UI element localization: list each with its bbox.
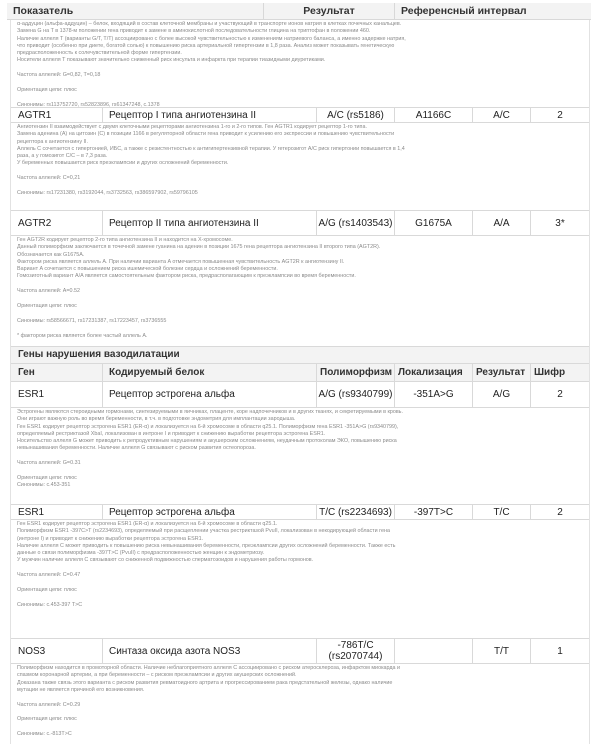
- header-result: Результат: [264, 3, 395, 19]
- description-line: рецептора к ангиотензину II.: [17, 138, 89, 145]
- gene-description: [11, 20, 589, 107]
- description-line: Фактором риска является аллель A. При наличии варианта A отмечается повышенная чувствительность AGT2R к ангиотензину II.: [17, 258, 345, 265]
- description-line: данные о связи полиморфизма -397T>C (PvuII) с предрасположенностью женщин к эндометриозу.: [17, 550, 265, 557]
- result: A/G: [473, 382, 531, 407]
- polymorphism: A/G (rs1403543): [317, 211, 395, 235]
- column-header-result: Результат: [473, 364, 531, 381]
- allele-frequency: Частота аллелей: G=0,82, T=0,18: [17, 72, 101, 79]
- section-title: Гены нарушения вазодилатации: [11, 346, 589, 363]
- synonyms: Синонимы: c.-813T>C: [17, 731, 72, 738]
- gene-description: [11, 123, 589, 210]
- strand-orientation: Ориентация цепи: плюс: [17, 587, 77, 594]
- gene-name: ESR1: [11, 382, 103, 407]
- allele-frequency: Частота аллелей: C=0.47: [17, 572, 81, 579]
- synonyms: Синонимы: rs58566671, rs17231387, rs17223457, rs3736555: [17, 317, 167, 324]
- description-line: предрасположенность к солечувствительной форме гипертензии.: [17, 50, 182, 57]
- protein-name: Рецептор II типа ангиотензина II: [103, 211, 317, 235]
- gene-name: AGTR2: [11, 211, 103, 235]
- protein-name: Рецептор эстрогена альфа: [103, 505, 317, 519]
- description-line: невынашивания беременности. Наличие аллеля G связывают с риском развития остеопороза.: [17, 445, 256, 452]
- localization: G1675A: [395, 211, 473, 235]
- code: 2: [557, 506, 563, 518]
- description-line: Замена G на T в 1378-м положении гена приводит к замене в аминокислотной последовательности глицина на триптофан в положении 460.: [17, 28, 371, 35]
- description-line: Они играют важную роль во время беременности, в т.ч. в подготовке эндометрия для имплантации зародыша.: [17, 416, 296, 423]
- protein-name: Рецептор эстрогена альфа: [103, 382, 317, 407]
- synonyms: Синонимы: rs17231380, rs3192044, rs3732563, rs386597902, rs59796105: [17, 190, 198, 197]
- description-line: (интроне I) и приводит к снижению выработки рецептора эстрогена ESR1.: [17, 535, 204, 542]
- description-line: Гомозиготный вариант A/A является самостоятельным фактором риска, предрасполагающим к преэклампсии во время беременности.: [17, 273, 356, 280]
- polymorphism: T/C (rs2234693): [317, 505, 395, 519]
- column-header-polymorphism: Полиморфизм: [317, 364, 395, 381]
- protein-name: Рецептор I типа ангиотензина II: [103, 108, 317, 122]
- column-header-gene: Ген: [11, 364, 103, 381]
- description-line: Полиморфизм находится в промоторной области. Наличие неблагоприятного аллеля C ассоциировано с риском атеросклероза, инфарктом миокарда и: [17, 665, 401, 671]
- footnote: * фактором риска является более частый аллель A.: [17, 332, 148, 339]
- gene-description: [11, 408, 589, 504]
- localization: -351A>G: [395, 382, 473, 407]
- gene-name: ESR1: [11, 505, 103, 519]
- code: 2: [557, 109, 563, 121]
- description-line: Носительство аллеля G может приводить к репродуктивным нарушениям и акушерским осложнениям, неудачным протоколам ЭКО, повышению риска: [17, 438, 397, 445]
- gene-description: [11, 664, 589, 744]
- allele-frequency: Частота аллелей: C=0.29: [17, 701, 81, 708]
- polymorphism: A/G (rs9340799): [317, 382, 395, 407]
- description-line: Вариант A сочетается с повышением риска ишемической болезни сердца и осложнений беременности.: [17, 266, 278, 273]
- gene-row: [11, 638, 589, 664]
- gene-name: AGTR1: [11, 108, 103, 122]
- result: T/T: [473, 639, 531, 663]
- allele-frequency: Частота аллелей: A=0.52: [17, 288, 80, 295]
- polymorphism: A/C (rs5186): [317, 108, 395, 122]
- description-line: Замена аденина (A) на цитозин (C) в позиции 1166 в регуляторной области гена приводит к усилению его экспрессии и повышению чувствительности: [17, 131, 395, 138]
- description-line: Эстрогены являются стероидными гормонами, синтезируемыми в яичниках, плаценте, коре надпочечников и в других тканях, и секретируемыми в кровь.: [17, 409, 403, 415]
- strand-orientation: Ориентация цепи: плюс: [17, 303, 77, 310]
- description-line: Обозначается как G1675A.: [17, 251, 85, 258]
- description-line: Ген ESR1 кодирует рецептор эстрогена ESR1 (ER-α) и локализуется на 6-й хромосоме в области q25.1.: [17, 521, 278, 527]
- description-line: У беременных повышается риск преэклампсии и других осложнений беременности.: [17, 160, 229, 167]
- description-line: Носители аллеля T показывают значительно сниженный риск инсульта и инфаркта при терапии тиазидными диуретиками.: [17, 57, 326, 64]
- result: A/A: [473, 211, 531, 235]
- strand-orientation: Ориентация цепи: плюс: [17, 475, 77, 482]
- description-line: α-аддуцин (альфа-аддуцин) – белок, входящий в состав клеточной мембраны и участвующий в транспорте ионов натрия в клетках почечных канальцев.: [17, 21, 402, 27]
- column-header-localization: Локализация: [395, 364, 473, 381]
- localization: -397T>C: [395, 505, 473, 519]
- description-line: Ангиотензин II взаимодействует с двумя клеточными рецепторами ангиотензина 1-го и 2-го типов. Ген AGTR1 кодирует рецептор 1-го типа.: [17, 124, 367, 130]
- gene-row: [11, 504, 589, 520]
- code: 2: [557, 389, 563, 400]
- gene-name: NOS3: [11, 639, 103, 663]
- strand-orientation: Ориентация цепи: плюс: [17, 716, 77, 723]
- description-line: Ген ESR1 кодирует рецептор эстрогена ESR1 (ER-α) и локализуется на 6-й хромосоме в области q25.1. Полиморфизм гена ESR1 -351A>G (rs9340799),: [17, 423, 399, 430]
- polymorphism: -786T/C (rs2070744): [317, 639, 395, 663]
- synonyms: Синонимы: c.453-397 T>C: [17, 601, 83, 608]
- description-line: У мужчин наличие аллеля C связывают со сниженной подвижностью сперматозоидов и нарушения работы гормонов.: [17, 557, 314, 564]
- strand-orientation: Ориентация цепи: плюс: [17, 87, 77, 94]
- synonyms: Синонимы: c.453-351: [17, 482, 71, 489]
- description-line: спазмом коронарной артерии, а при беременности – с риском преэклампсии и других акушерских осложнений.: [17, 672, 297, 679]
- description-line: Доказана также связь этого варианта с риском развития ревматоидного артрита и прогрессированием рака предстательной железы, однако наличие: [17, 679, 393, 686]
- gene-row: [11, 107, 589, 123]
- description-line: что приводит (особенно при диете, богатой солью) к повышению риска артериальной гипертензии в 1,8 раза. Анализ может показывать генетическую: [17, 42, 395, 49]
- description-line: раза, а у гомозигот C/C – в 7,3 раза.: [17, 153, 108, 160]
- gene-row: [11, 381, 589, 408]
- report-table-header: [7, 3, 591, 20]
- result: A/C: [473, 108, 531, 122]
- result: T/C: [473, 505, 531, 519]
- header-indicator: Показатель: [7, 3, 264, 19]
- localization: A1166C: [395, 108, 473, 122]
- gene-description: [11, 236, 589, 346]
- protein-name: Синтаза оксида азота NOS3: [103, 639, 317, 663]
- column-header-protein: Кодируемый белок: [103, 364, 317, 381]
- report-table: [10, 20, 590, 744]
- column-headers: [11, 363, 589, 381]
- column-header-code: Шифр: [534, 367, 566, 378]
- description-line: Наличие аллеля C может приводить к повышению риска невынашивания беременности, преэклампсии других осложнений беременности. Также есть: [17, 542, 396, 549]
- description-line: Аллель C сочетается с гипертонией, ИБС, а также с резистентностью к антигипертензивной терапии. У гетерозигот A/C риск гипертонии повышается в 1,4: [17, 145, 405, 152]
- allele-frequency: Частота аллелей: C=0,21: [17, 175, 81, 182]
- description-line: мутации не является причиной его возникновения.: [17, 686, 145, 693]
- description-line: Ген AGT2R кодирует рецептор 2-го типа ангиотензина II и находится на X-хромосоме.: [17, 237, 233, 243]
- description-line: определяемый рестриктазой XbaI, локализован в интроне I и приводит к снижению выработки рецептора эстрогена ESR1.: [17, 430, 326, 437]
- allele-frequency: Частота аллелей: G=0.31: [17, 460, 81, 467]
- gene-row: [11, 210, 589, 236]
- header-reference-interval: Референсный интервал: [401, 5, 527, 17]
- localization: [395, 639, 473, 663]
- gene-description: [11, 520, 589, 638]
- synonyms: Синонимы: rs113752720, rs52823896, rs61347248, c.1378: [17, 101, 160, 108]
- code: 3*: [555, 217, 565, 229]
- code: 1: [557, 645, 563, 657]
- description-line: Наличие аллеля T (варианты G/T, T/T) ассоциировано с более высокой чувствительностью к изменениям натриевого баланса, а именно задержке натрия,: [17, 35, 406, 42]
- description-line: Полиморфизм ESR1 -397C>T (rs2234693), определяемый при расщеплении участка рестриктазой PvuII, локализован в некодирующей области гена: [17, 528, 390, 535]
- description-line: Данный полиморфизм заключается в точечной замене гуанина на аденин в позиции 1675 гена рецептора ангиотензина II второго типа (AGT2R).: [17, 244, 381, 251]
